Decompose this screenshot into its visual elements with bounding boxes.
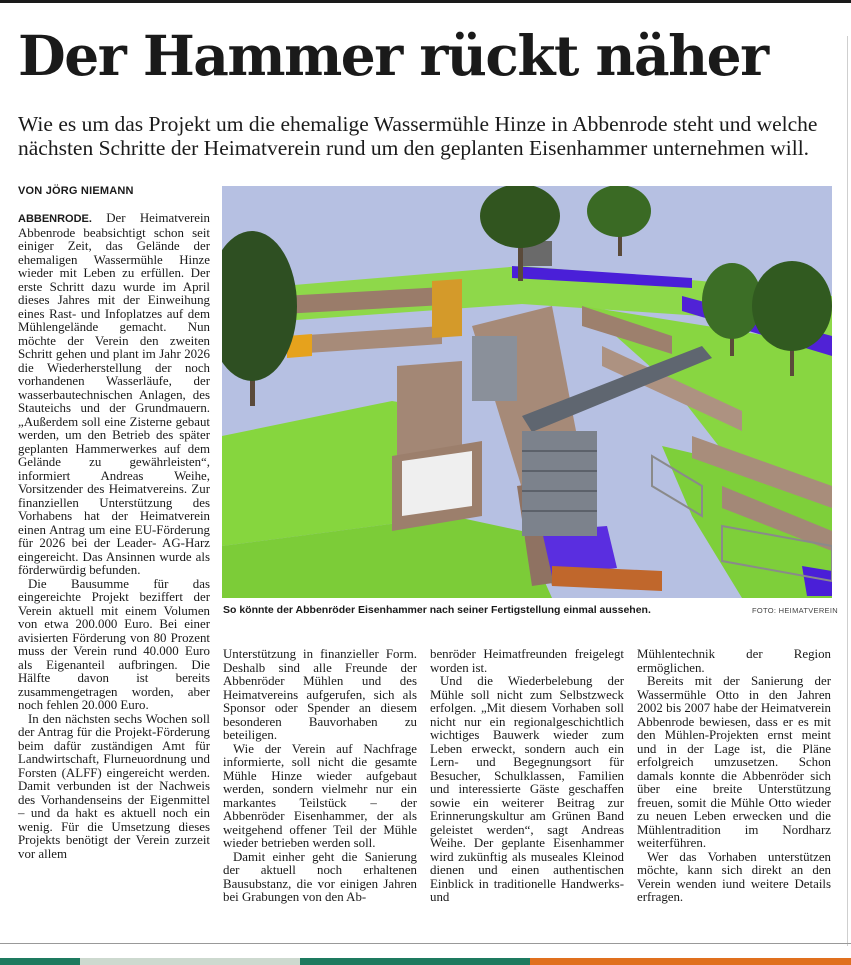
color-band-segment (0, 958, 80, 965)
paragraph: Und die Wiederbelebung der Mühle soll nicht zum Selbstzweck erfolgen. „Mit diesem Vorhaben soll nicht nur ein regionalgeschichtlich wichtiges Bauwerk wieder zum Leben erweckt, sondern auch ein Lern- und Begegnungsort für Besucher, Schulklassen, Familien und interessierte Gäste geschaffen sowie ein weiterer Beitrag zur Erinnerungskultur am Grünen Band geleistet werden“, sagt Andreas Weihe. Der geplante Eisenhammer wird zukünftig als museales Kleinod dienen und einen authentischen Einblick in traditionelle Handwerks- und (430, 674, 624, 904)
column-divider (847, 36, 848, 946)
article-column-3 (430, 648, 624, 905)
paragraph: In den nächsten sechs Wochen soll der Antrag für die Projekt-Förderung beim dafür zuständigen Amt für Landwirtschaft, Flurneuordnung und Forsten (ALFF) eingereicht werden. Damit verbunden ist der Nachweis des Vorhandenseins der Eigenmittel – und da hakt es aktuell noch ein wenig. Für die Umsetzung dieses Projekts benötigt der Verein zurzeit vor allem (18, 711, 210, 861)
color-band-segment (530, 958, 851, 965)
top-rule (0, 0, 851, 3)
paragraph: Wer das Vorhaben unterstützen möchte, kann sich direkt an den Verein wenden iund weitere Details erfragen. (637, 849, 831, 904)
paragraph: Mühlentechnik der Region ermöglichen. (637, 647, 831, 675)
color-band-segment (300, 958, 530, 965)
dateline: ABBENRODE. (18, 213, 92, 225)
paragraph: benröder Heimatfreunden freigelegt worden ist. (430, 647, 624, 675)
paragraph: Wie der Verein auf Nachfrage informierte, soll nicht die gesamte Mühle Hinze wieder aufgebaut werden, sondern vielmehr nur ein markantes Teilstück – der Abbenröder Eisenhammer, der als weitgehend offener Teil der Mühle wieder betrieben werden soll. (223, 741, 417, 850)
article-column-1 (18, 212, 210, 861)
photo-caption: So könnte der Abbenröder Eisenhammer nach seiner Fertigstellung einmal aussehen. (223, 604, 651, 616)
color-band-segment (80, 958, 300, 965)
byline: VON JÖRG NIEMANN (18, 185, 134, 197)
paragraph: Die Bausumme für das eingereichte Projekt beziffert der Verein aktuell mit einem Volumen von etwa 200.000 Euro. Bei einer avisierten Förderung von 80 Prozent muss der Verein rund 40.000 Euro als Eigenanteil aufbringen. Die Hälfte davon ist bereits zusammengetragen worden, aber noch fehlen 20.000 Euro. (18, 576, 210, 712)
paragraph (18, 212, 210, 578)
paragraph: Bereits mit der Sanierung der Wassermühle Otto in den Jahren 2002 bis 2007 habe der Heimatverein Abbenrode bewiesen, dass er es mit den Mühlen-Projekten ernst meint und in der Lage ist, die Pläne erfolgreich umzusetzen. Schon damals konnte die Abbenröder sich über eine breite Unterstützung freuen, somit die Mühle Otto wieder zu neuen Leben erwecken und die Mühlentradition im Nordharz weiterführen. (637, 674, 831, 850)
headline: Der Hammer rückt näher (18, 23, 768, 88)
paragraph-text: Der Heimatverein Abbenrode beabsichtigt schon seit einiger Zeit, das Gelände der ehemaligen Wassermühle Hinze wieder mit Leben zu erfüllen. Der erste Schritt dazu wurde im April dieses Jahres mit der Einweihung eines Rast- und Infoplatzes auf dem Mühlengelände gemacht. Nun möchte der Verein den zweiten Schritt gehen und plant im Jahr 2026 die Wiederherstellung der noch vorhandenen Wasserläufe, der wasserbautechnischen Anlagen, des Stauteichs und der Grundmauern. „Außerdem soll eine Zisterne gebaut werden, um den Betrieb des später geplanten Hammerwerkes auf dem Gelände zu gewährleisten“, informiert Andreas Weihe, Vorsitzender des Heimatvereins. Zur finanziellen Unterstützung des Vorhabens hat der Heimatverein einen Antrag um eine EU-Förderung für 2026 bei der Leader- AG-Harz eingereicht. Das Ansinnen wurde als förderwürdig befunden. (18, 211, 210, 577)
article-column-4 (637, 648, 831, 905)
mill-rendering-image (222, 186, 832, 598)
subheadline: Wie es um das Projekt um die ehemalige Wassermühle Hinze in Abbenrode steht und welche nächsten Schritte der Heimatverein rund um den geplanten Eisenhammer unternehmen will. (18, 112, 818, 160)
paragraph: Damit einher geht die Sanierung der aktuell noch erhaltenen Bausubstanz, die vor einigen Jahren bei Grabungen von den Ab- (223, 849, 417, 904)
bottom-rule (0, 943, 851, 944)
article-column-2 (223, 648, 417, 905)
article-photo (222, 186, 832, 598)
photo-credit: FOTO: HEIMATVEREIN (752, 606, 838, 615)
paragraph: Unterstützung in finanzieller Form. Deshalb sind alle Freunde der Abbenröder Mühlen und des Heimatvereins aufgerufen, sich als Sponsor oder Spender an diesem besonderen Bauvorhaben zu beteiligen. (223, 647, 417, 742)
